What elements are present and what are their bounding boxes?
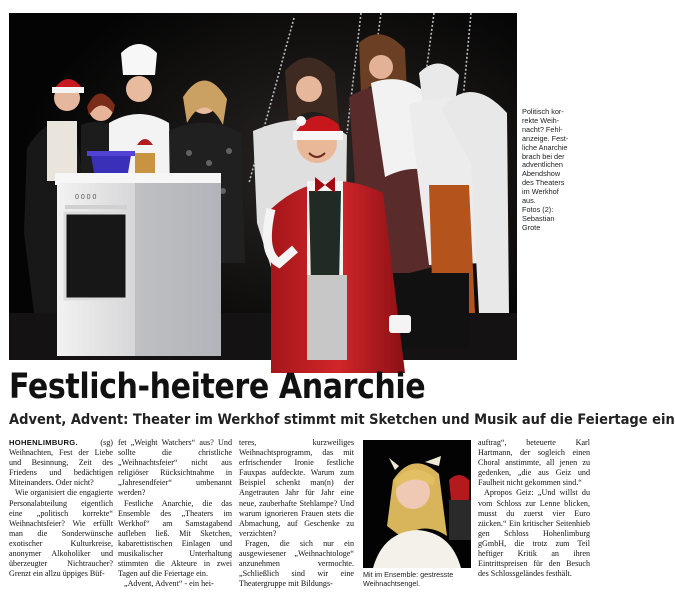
article-column-2 [118,438,232,589]
caption-line: Sebastian [522,213,555,223]
article-column-4 [478,438,590,579]
caption-line: Politisch kor- [522,107,564,116]
caption-line: im Werkhof [522,187,559,197]
article-paragraph: auftrag“, beteuerte Karl Hartmann, der sogleich einen Choral anstimmte, all jenen zu gedenken, „die aus Geiz und Faulheit nicht gekommen sind.“ [478,438,590,488]
article-column-3 [239,438,354,589]
article-paragraph [9,438,113,488]
caption-line: Fotos (2): [522,204,554,214]
caption-line: aus. [522,196,536,206]
stove-knobs: 0 0 0 0 [75,194,97,201]
photo-caption [522,108,592,233]
article-paragraph: Fragen, die sich nur ein ausgewiesener „Weihnachtologe“ anzunehmen vermochte. „Schließlich sind wir eine Theatergruppe mit Bildungs- [239,538,354,589]
headline: Festlich-heitere Anarchie [9,367,426,407]
caption-line: rekte Weih- [522,115,560,125]
caption-line: liche Anarchie [522,142,568,152]
caption-line: anzeige. Fest- [522,133,569,143]
caption-line: Abendshow [522,169,561,179]
main-photo [9,13,517,360]
caption-line: adventlichen [522,160,563,170]
ensemble-photo-caption: Mit im Ensemble: gestresste Weihnachtsengel. [363,570,454,588]
article-paragraph: Apropos Geiz: „Und willst du vom Schloss zur Lenne blicken, musst du zuerst vier Euro zücken.“ Ein kritischer Seitenhieb gen Schloss Hohenlimburg gGmbH, die trotz zum Teil heftiger Kritik an ihren Eintrittspreisen für den Besuch des Schlossgeländes festhält. [478,488,590,579]
article-paragraph: Wie organisiert die engagierte Personalabteilung eigentlich eine „politisch korrekte“ Weihnachtsfeier? Wie erfüllt man die Sonderwünsche exotischer Kulturkreise, anonymer Alkoholiker und überzeugter Nichtraucher? Grenzt ein allzu üppiges Büf- [9,488,113,579]
intro-text: (sg) Weihnachten, Fest der Liebe und Besinnung, Zeit des Friedens und bedächtigen Miteinanders. Oder nicht? [9,438,113,488]
article-paragraph: Festliche Anarchie, die das Ensemble des „Theaters im Werkhof“ am Samstagabend aufleben ließ. Mit Sketchen, kabarettistischen Einlagen und musikalischer Unterhaltung stimmten die Akteure in zwei Tagen auf die Feiertage ein. [118,498,232,579]
dateline: HOHENLIMBURG. [9,438,78,447]
caption-line: brach bei der [522,151,565,161]
caption-line: des Theaters [522,178,565,188]
ensemble-photo [363,440,471,568]
article-paragraph: „Advent, Advent“ - ein hei- [124,579,214,589]
caption-line: Grote [522,222,541,232]
article-paragraph: fet „Weight Watchers“ aus? Und sollte die christliche „Weihnachtsfeier“ nicht aus religiöser Rücksichtnahme in „Jahresendfeier“ umbenannt werden? [118,438,232,498]
subline: Advent, Advent: Theater im Werkhof stimmt mit Sketchen und Musik auf die Feiertage ein [9,412,675,428]
article-column-1 [9,438,113,579]
article-paragraph: teres, kurzweiliges Weihnachtsprogramm, das mit erfrischender Ironie festliche Fauxpas aufdeckte. Warum zum Beispiel schenkt man(n) der Angetrauten Jahr für Jahr eine neue, zauberhafte Stehlampe? Und warum ignorieren Frauen stets die Abmachung, auf Geschenke zu verzichten? [239,438,354,538]
caption-line: nacht? Fehl- [522,124,563,134]
